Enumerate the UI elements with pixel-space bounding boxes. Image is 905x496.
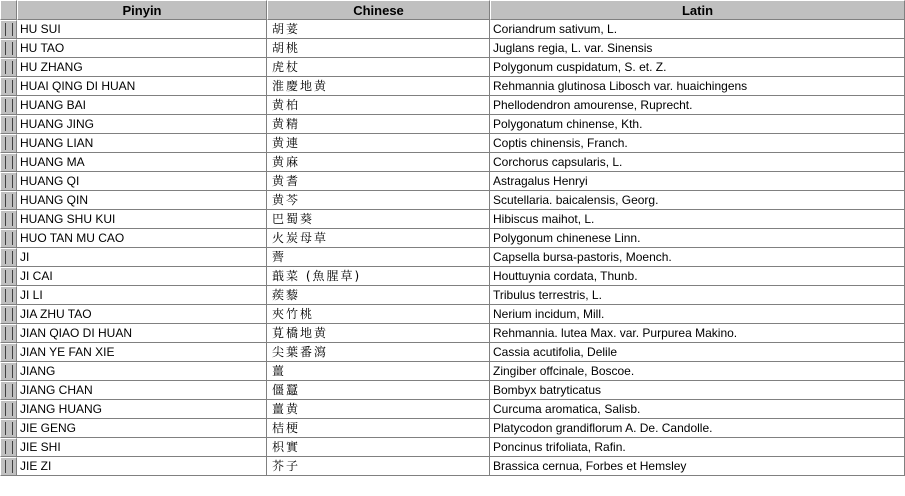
record-selector[interactable] [0, 381, 17, 400]
cell-pinyin[interactable]: JIANG [17, 362, 267, 381]
cell-latin[interactable]: Corchorus capsularis, L. [490, 153, 905, 172]
cell-chinese[interactable]: 胡荽 [267, 20, 490, 39]
cell-latin[interactable]: Coriandrum sativum, L. [490, 20, 905, 39]
cell-chinese[interactable]: 尖葉番瀉 [267, 343, 490, 362]
cell-latin[interactable]: Astragalus Henryi [490, 172, 905, 191]
cell-chinese[interactable]: 桔梗 [267, 419, 490, 438]
cell-chinese[interactable]: 枳實 [267, 438, 490, 457]
cell-latin[interactable]: Rehmannia. lutea Max. var. Purpurea Makino. [490, 324, 905, 343]
table-row[interactable] [0, 77, 905, 96]
cell-chinese[interactable]: 芥子 [267, 457, 490, 476]
cell-latin[interactable]: Hibiscus maihot, L. [490, 210, 905, 229]
cell-pinyin[interactable]: HUO TAN MU CAO [17, 229, 267, 248]
record-selector[interactable] [0, 324, 17, 343]
cell-chinese[interactable]: 薺 [267, 248, 490, 267]
record-selector[interactable] [0, 58, 17, 77]
cell-pinyin[interactable]: JIANG CHAN [17, 381, 267, 400]
cell-chinese[interactable]: 淮慶地黄 [267, 77, 490, 96]
cell-chinese[interactable]: 虎杖 [267, 58, 490, 77]
record-selector[interactable] [0, 286, 17, 305]
cell-pinyin[interactable]: JIE ZI [17, 457, 267, 476]
cell-pinyin[interactable]: HUANG QI [17, 172, 267, 191]
record-selector[interactable] [0, 362, 17, 381]
record-selector[interactable] [0, 39, 17, 58]
record-selector[interactable] [0, 96, 17, 115]
cell-latin[interactable]: Polygonum cuspidatum, S. et. Z. [490, 58, 905, 77]
cell-latin[interactable]: Rehmannia glutinosa Libosch var. huaichingens [490, 77, 905, 96]
record-selector[interactable] [0, 457, 17, 476]
table-row[interactable] [0, 20, 905, 39]
cell-chinese[interactable]: 蕺菜 (魚腥草) [267, 267, 490, 286]
cell-chinese[interactable]: 胡桃 [267, 39, 490, 58]
table-row[interactable] [0, 381, 905, 400]
cell-pinyin[interactable]: JI LI [17, 286, 267, 305]
record-selector[interactable] [0, 305, 17, 324]
cell-chinese[interactable]: 黄芩 [267, 191, 490, 210]
cell-latin[interactable]: Nerium incidum, Mill. [490, 305, 905, 324]
table-row[interactable] [0, 96, 905, 115]
record-selector[interactable] [0, 77, 17, 96]
cell-chinese[interactable]: 黄耆 [267, 172, 490, 191]
record-selector[interactable] [0, 191, 17, 210]
select-all-corner[interactable] [0, 0, 17, 20]
table-row[interactable] [0, 115, 905, 134]
cell-chinese[interactable]: 巴蜀葵 [267, 210, 490, 229]
record-selector[interactable] [0, 267, 17, 286]
cell-latin[interactable]: Polygonum chinenese Linn. [490, 229, 905, 248]
cell-latin[interactable]: Phellodendron amourense, Ruprecht. [490, 96, 905, 115]
cell-pinyin[interactable]: JIA ZHU TAO [17, 305, 267, 324]
cell-latin[interactable]: Tribulus terrestris, L. [490, 286, 905, 305]
record-selector[interactable] [0, 210, 17, 229]
cell-pinyin[interactable]: HUANG QIN [17, 191, 267, 210]
record-selector[interactable] [0, 229, 17, 248]
table-row[interactable] [0, 210, 905, 229]
cell-chinese[interactable]: 黄柏 [267, 96, 490, 115]
record-selector[interactable] [0, 172, 17, 191]
cell-chinese[interactable]: 夾竹桃 [267, 305, 490, 324]
cell-chinese[interactable]: 黄連 [267, 134, 490, 153]
cell-latin[interactable]: Polygonatum chinense, Kth. [490, 115, 905, 134]
cell-pinyin[interactable]: HUAI QING DI HUAN [17, 77, 267, 96]
table-row[interactable] [0, 58, 905, 77]
cell-pinyin[interactable]: HUANG BAI [17, 96, 267, 115]
table-row[interactable] [0, 267, 905, 286]
cell-latin[interactable]: Cassia acutifolia, Delile [490, 343, 905, 362]
cell-pinyin[interactable]: JIAN QIAO DI HUAN [17, 324, 267, 343]
record-selector[interactable] [0, 438, 17, 457]
table-row[interactable] [0, 286, 905, 305]
table-row[interactable] [0, 400, 905, 419]
cell-pinyin[interactable]: HUANG MA [17, 153, 267, 172]
table-row[interactable] [0, 39, 905, 58]
cell-latin[interactable]: Capsella bursa-pastoris, Moench. [490, 248, 905, 267]
table-row[interactable] [0, 438, 905, 457]
header-row [0, 0, 905, 20]
cell-chinese[interactable]: 薑黄 [267, 400, 490, 419]
table-row[interactable] [0, 343, 905, 362]
cell-chinese[interactable]: 火炭母草 [267, 229, 490, 248]
record-selector[interactable] [0, 419, 17, 438]
cell-pinyin[interactable]: HU TAO [17, 39, 267, 58]
table-row[interactable] [0, 191, 905, 210]
cell-pinyin[interactable]: JIE SHI [17, 438, 267, 457]
cell-latin[interactable]: Brassica cernua, Forbes et Hemsley [490, 457, 905, 476]
column-header-latin[interactable]: Latin [490, 0, 905, 20]
table-row[interactable] [0, 324, 905, 343]
table-row[interactable] [0, 248, 905, 267]
cell-pinyin[interactable]: HUANG JING [17, 115, 267, 134]
cell-latin[interactable]: Zingiber offcinale, Boscoe. [490, 362, 905, 381]
cell-chinese[interactable]: 薑 [267, 362, 490, 381]
cell-latin[interactable]: Curcuma aromatica, Salisb. [490, 400, 905, 419]
table-row[interactable] [0, 134, 905, 153]
cell-chinese[interactable]: 黄麻 [267, 153, 490, 172]
cell-chinese[interactable]: 黄精 [267, 115, 490, 134]
record-selector[interactable] [0, 153, 17, 172]
cell-chinese[interactable]: 蒺藜 [267, 286, 490, 305]
cell-pinyin[interactable]: JI CAI [17, 267, 267, 286]
table-row[interactable] [0, 305, 905, 324]
cell-latin[interactable]: Juglans regia, L. var. Sinensis [490, 39, 905, 58]
cell-latin[interactable]: Coptis chinensis, Franch. [490, 134, 905, 153]
cell-chinese[interactable]: 僵蠶 [267, 381, 490, 400]
record-selector[interactable] [0, 400, 17, 419]
table-row[interactable] [0, 229, 905, 248]
record-selector[interactable] [0, 343, 17, 362]
table-row[interactable] [0, 419, 905, 438]
rows-container [0, 20, 905, 476]
table-row[interactable] [0, 172, 905, 191]
column-header-pinyin[interactable]: Pinyin [17, 0, 267, 20]
table-row[interactable] [0, 457, 905, 476]
record-selector[interactable] [0, 115, 17, 134]
cell-pinyin[interactable]: HUANG SHU KUI [17, 210, 267, 229]
record-selector[interactable] [0, 134, 17, 153]
column-header-chinese[interactable]: Chinese [267, 0, 490, 20]
cell-pinyin[interactable]: JIAN YE FAN XIE [17, 343, 267, 362]
cell-pinyin[interactable]: JIANG HUANG [17, 400, 267, 419]
cell-pinyin[interactable]: JI [17, 248, 267, 267]
cell-pinyin[interactable]: HUANG LIAN [17, 134, 267, 153]
cell-pinyin[interactable]: JIE GENG [17, 419, 267, 438]
cell-chinese[interactable]: 莧橋地黄 [267, 324, 490, 343]
cell-latin[interactable]: Platycodon grandiflorum A. De. Candolle. [490, 419, 905, 438]
record-selector[interactable] [0, 248, 17, 267]
cell-latin[interactable]: Scutellaria. baicalensis, Georg. [490, 191, 905, 210]
cell-pinyin[interactable]: HU ZHANG [17, 58, 267, 77]
cell-latin[interactable]: Poncinus trifoliata, Rafin. [490, 438, 905, 457]
table-row[interactable] [0, 362, 905, 381]
table-row[interactable] [0, 153, 905, 172]
cell-latin[interactable]: Houttuynia cordata, Thunb. [490, 267, 905, 286]
cell-latin[interactable]: Bombyx batryticatus [490, 381, 905, 400]
cell-pinyin[interactable]: HU SUI [17, 20, 267, 39]
record-selector[interactable] [0, 20, 17, 39]
